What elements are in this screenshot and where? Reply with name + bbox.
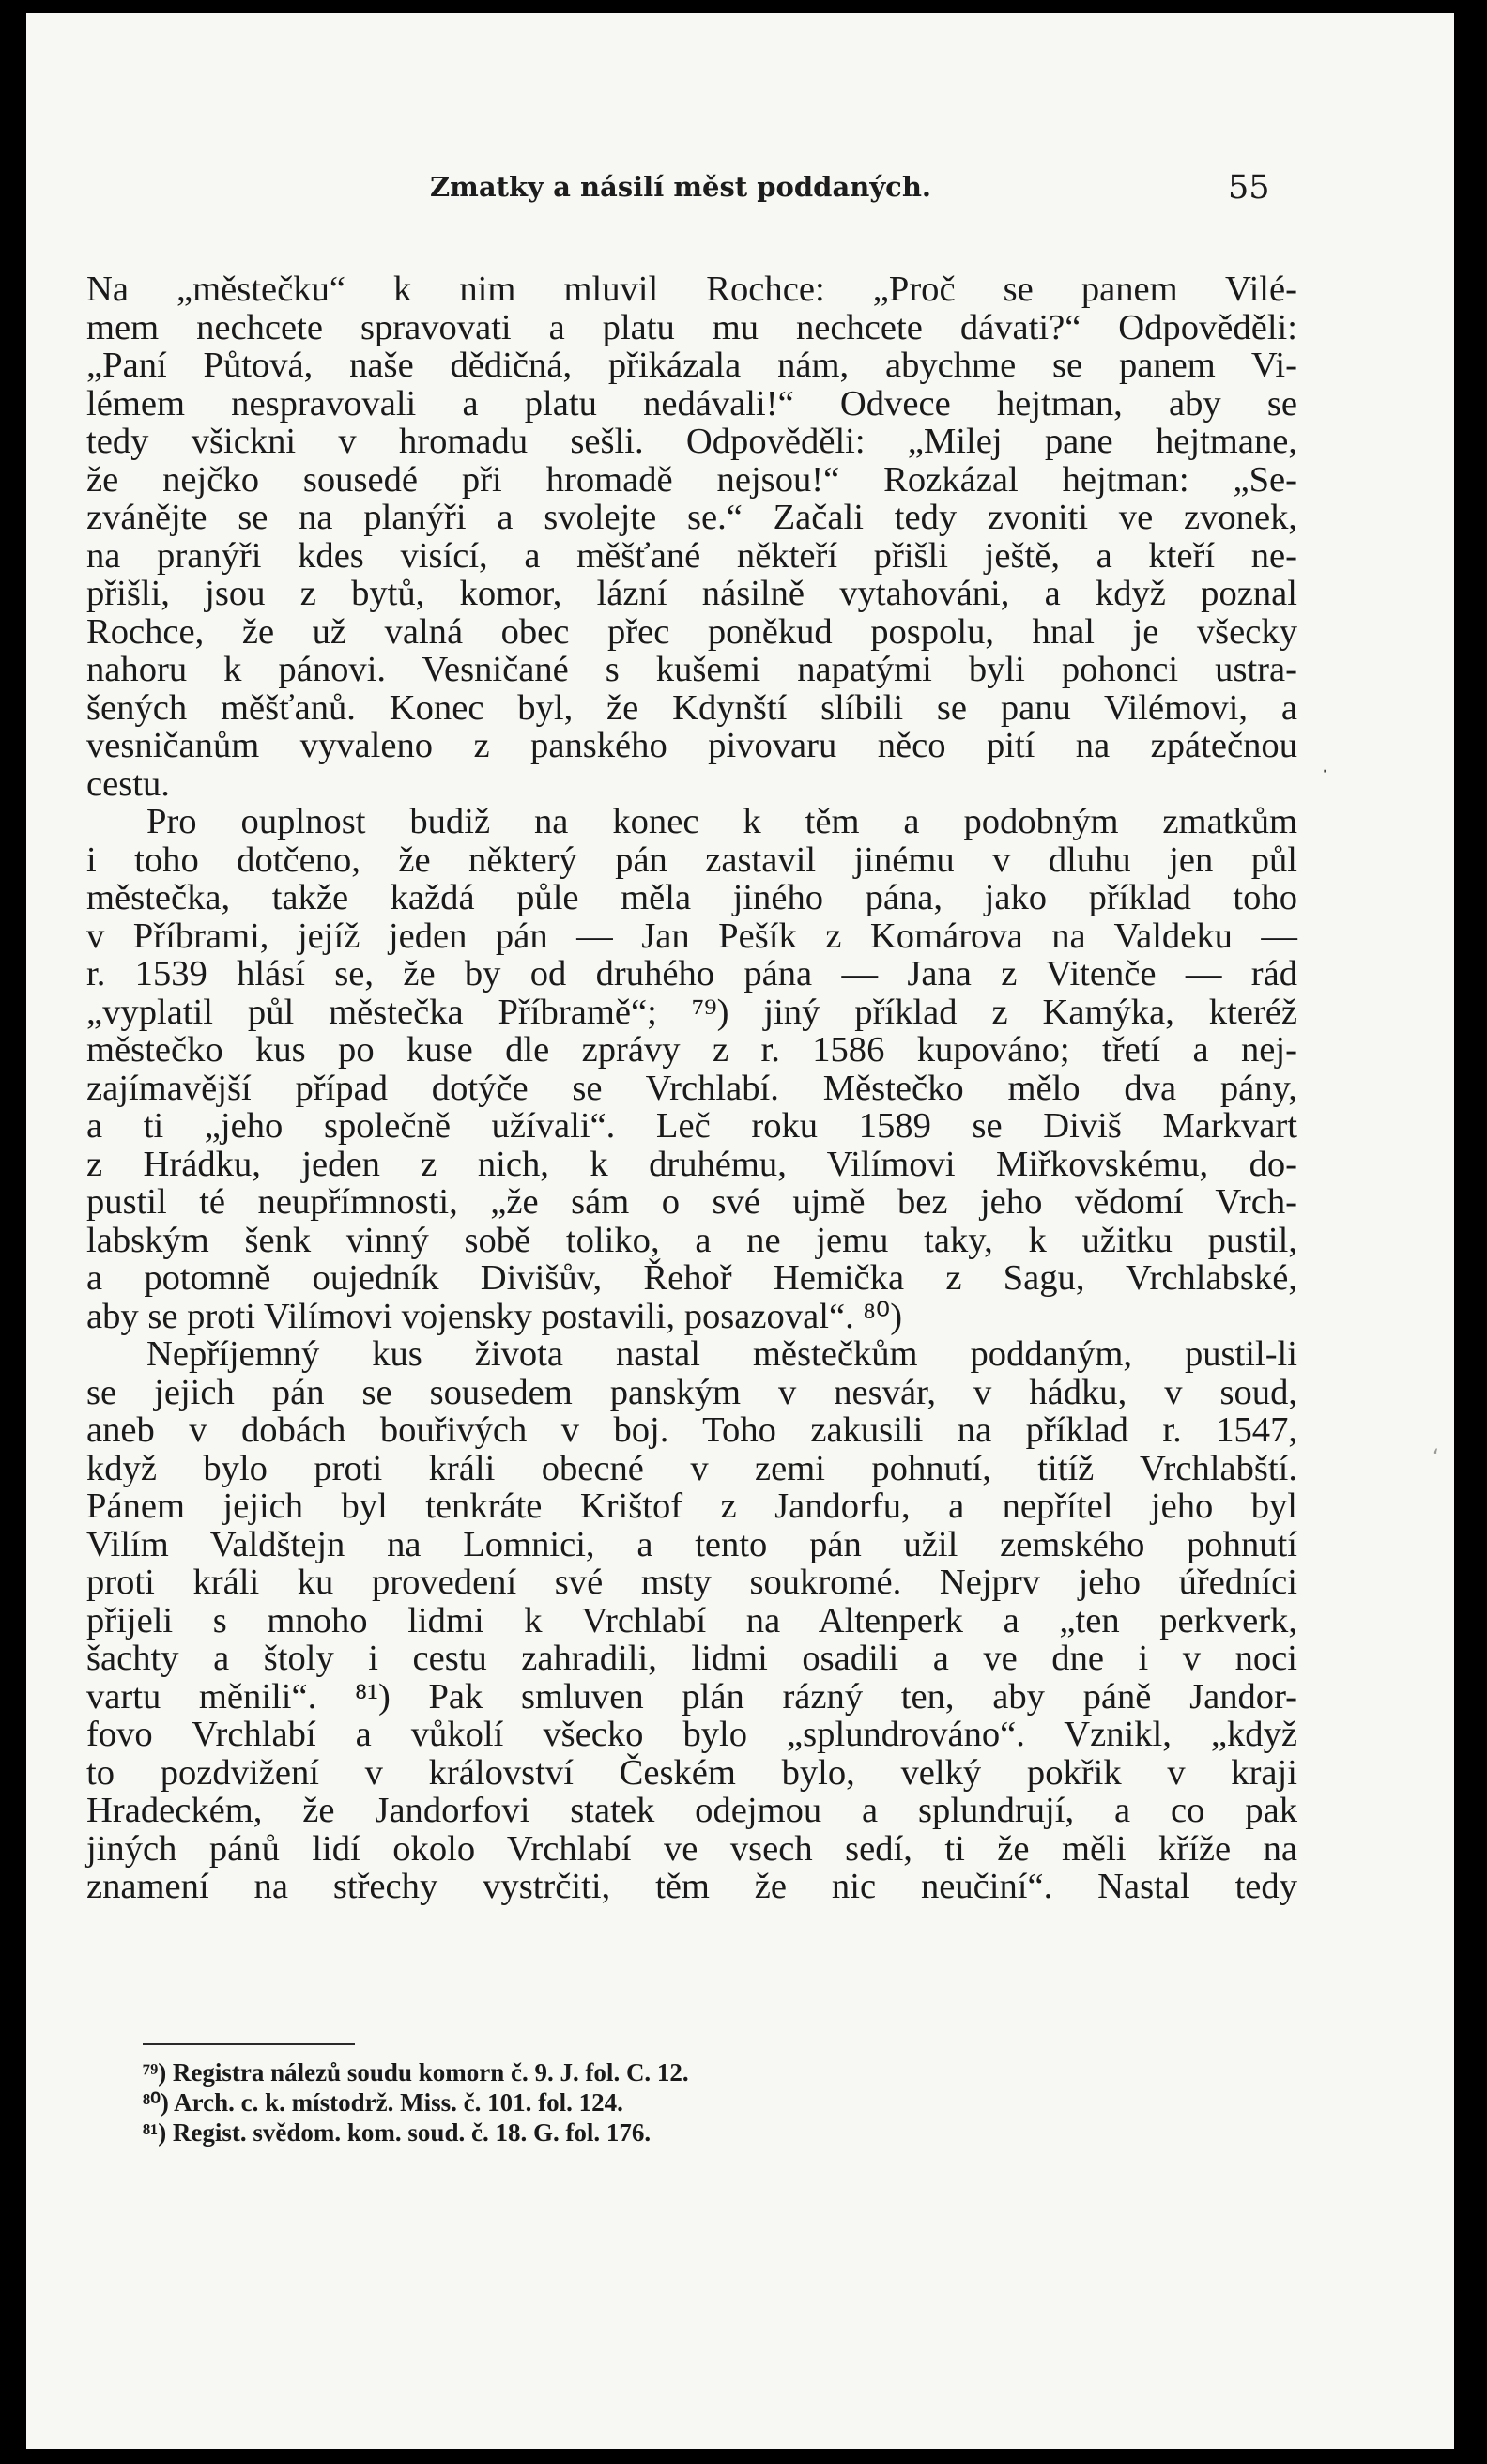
- text-line: aby se proti Vilímovi vojensky postavili, posazoval“. ⁸⁰): [86, 1296, 903, 1336]
- text-line: že nejčko sousedé při hromadě nejsou!“ Rozkázal hejtman: „Se-: [86, 459, 1297, 500]
- text-line: „vyplatil půl městečka Příbramě“; ⁷⁹) jiný příklad z Kamýka, kteréž: [86, 992, 1297, 1032]
- margin-speck: ‘: [1433, 1446, 1439, 1470]
- text-line: městečka, takže každá půle měla jiného pána, jako příklad toho: [86, 878, 1297, 917]
- footnote-80: ⁸⁰) Arch. c. k. místodrž. Miss. č. 101. fol. 124.: [143, 2088, 623, 2117]
- text-line: labským šenk vinný sobě toliko, a ne jemu taky, k užitku pustil,: [86, 1220, 1297, 1260]
- text-line: znamení na střechy vystrčiti, těm že nic neučiní“. Nastal tedy: [86, 1867, 1297, 1906]
- text-line: na pranýři kdes visící, a měšťané někteří přišli ještě, a kteří ne-: [86, 535, 1297, 576]
- text-line: proti králi ku provedení své msty soukromé. Nejprv jeho úředníci: [86, 1563, 1297, 1602]
- text-line: Hradeckém, že Jandorfovi statek odejmou a splundrují, a co pak: [86, 1791, 1297, 1830]
- body-text: [86, 270, 1297, 1906]
- text-line: a ti „jeho společně užívali“. Leč roku 1589 se Diviš Markvart: [86, 1106, 1297, 1146]
- text-line: r. 1539 hlásí se, že by od druhého pána — Jana z Vitenče — rád: [86, 954, 1297, 993]
- text-line: Pánem jejich byl tenkráte Krištof z Jandorfu, a nepřítel jeho byl: [86, 1486, 1297, 1526]
- text-line: z Hrádku, jeden z nich, k druhému, Vilímovi Miřkovskému, do-: [86, 1144, 1297, 1184]
- text-line: „Paní Půtová, naše dědičná, přikázala nám, abychme se panem Vi-: [86, 346, 1297, 385]
- text-line: Na „městečku“ k nim mluvil Rochce: „Proč se panem Vilé-: [86, 270, 1297, 309]
- text-line: aneb v dobách bouřivých v boj. Toho zakusili na příklad r. 1547,: [86, 1410, 1297, 1450]
- text-line: lémem nespravovali a platu nedávali!“ Odvece hejtman, aby se: [86, 383, 1297, 424]
- text-line: i toho dotčeno, že některý pán zastavil jinému v dluhu jen půl: [86, 839, 1297, 880]
- page-header: [26, 162, 1454, 218]
- footnotes: [143, 2057, 1081, 2148]
- footnote-79: ⁷⁹) Registra nálezů soudu komorn č. 9. J. fol. C. 12.: [143, 2058, 689, 2087]
- text-line: pustil té neupřímnosti, „že sám o své ujmě bez jeho vědomí Vrch-: [86, 1182, 1297, 1222]
- paragraph-start-line: Pro ouplnost budiž na konec k těm a podobným zmatkům: [146, 802, 1297, 841]
- text-line: šachty a štoly i cestu zahradili, lidmi osadili a ve dne i v noci: [86, 1639, 1297, 1678]
- book-page: [26, 13, 1454, 2449]
- text-line: zvánějte se na planýři a svolejte se.“ Začali tedy zvoniti ve zvonek,: [86, 498, 1297, 537]
- text-line: jiných pánů lidí okolo Vrchlabí ve vsech sedí, ti že měli kříže na: [86, 1828, 1297, 1869]
- text-line: to pozdvižení v království Českém bylo, velký pokřik v kraji: [86, 1752, 1297, 1793]
- text-line: fovo Vrchlabí a vůkolí všecko bylo „splundrováno“. Vznikl, „když: [86, 1715, 1297, 1754]
- text-line: přišli, jsou z bytů, komor, lázní násilně vytahováni, a když poznal: [86, 574, 1297, 613]
- text-line: se jejich pán se sousedem panským v nesvár, v hádku, v soud,: [86, 1372, 1297, 1412]
- text-line: tedy všickni v hromadu sešli. Odpověděli: „Milej pane hejtmane,: [86, 422, 1297, 461]
- footnote-divider: [143, 2043, 355, 2045]
- text-line: přijeli s mnoho lidmi k Vrchlabí na Altenperk a „ten perkverk,: [86, 1600, 1297, 1640]
- text-line: mem nechcete spravovati a platu mu nechcete dávati?“ Odpověděli:: [86, 307, 1297, 347]
- text-line: vartu měnili“. ⁸¹) Pak smluven plán rázný ten, aby páně Jandor-: [86, 1676, 1297, 1717]
- text-line: v Příbrami, jejíž jeden pán — Jan Pešík z Komárova na Valdeku —: [86, 916, 1297, 956]
- paragraph-start-line: Nepříjemný kus života nastal městečkům poddaným, pustil-li: [146, 1334, 1297, 1374]
- margin-speck: ·: [1322, 761, 1328, 784]
- text-line: vesničanům vyvaleno z panského pivovaru něco pití na zpátečnou: [86, 726, 1297, 765]
- text-line: Rochce, že už valná obec přec poněkud pospolu, hnal je všecky: [86, 611, 1297, 652]
- page-number: 55: [1228, 169, 1270, 207]
- text-line: když bylo proti králi obecné v zemi pohnutí, titíž Vrchlabští.: [86, 1448, 1297, 1488]
- text-line: šených měšťanů. Konec byl, že Kdynští slíbili se panu Vilémovi, a: [86, 687, 1297, 728]
- text-line: nahoru k pánovi. Vesničané s kušemi napatými byli pohonci ustra-: [86, 650, 1297, 689]
- text-line: Vilím Valdštejn na Lomnici, a tento pán užil zemského pohnutí: [86, 1524, 1297, 1564]
- text-line: zajímavější případ dotýče se Vrchlabí. Městečko mělo dva pány,: [86, 1068, 1297, 1108]
- running-head: Zmatky a násilí měst poddaných.: [430, 171, 932, 203]
- text-line: městečko kus po kuse dle zprávy z r. 1586 kupováno; třetí a nej-: [86, 1030, 1297, 1070]
- text-line: cestu.: [86, 763, 170, 804]
- text-line: a potomně oujedník Divišův, Řehoř Hemička z Sagu, Vrchlabské,: [86, 1258, 1297, 1298]
- footnote-81: ⁸¹) Regist. svědom. kom. soud. č. 18. G. fol. 176.: [143, 2118, 652, 2147]
